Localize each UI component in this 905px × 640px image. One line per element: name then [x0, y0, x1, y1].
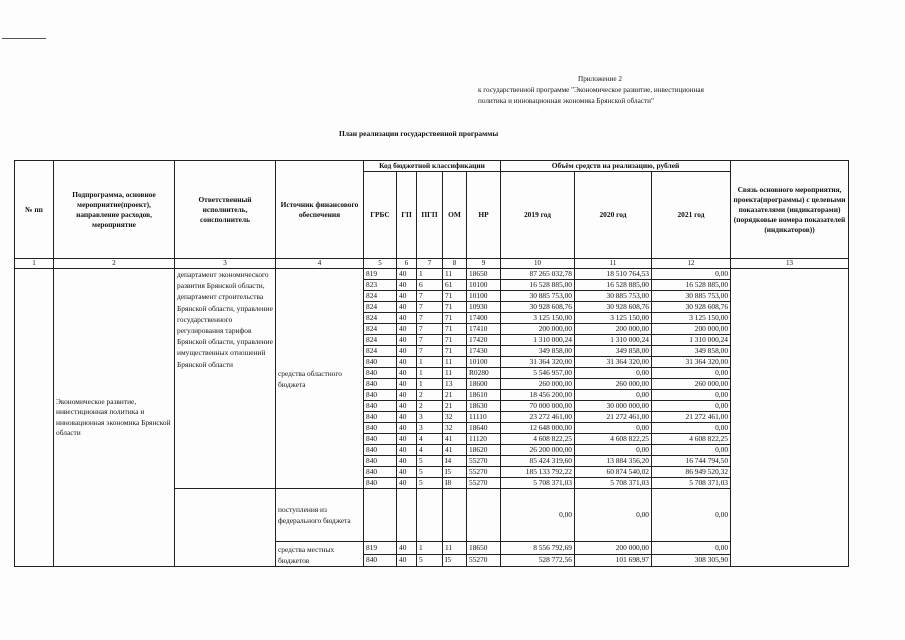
amount-2019-cell: 30 885 753,00 [501, 291, 575, 302]
pgp-cell: 1 [417, 357, 443, 368]
amount-2019-cell: 8 556 792,69 [501, 542, 575, 555]
nr-cell: 11110 [467, 412, 501, 423]
grbs-cell: 840 [364, 412, 397, 423]
appendix-title: Приложение 2 [578, 75, 622, 83]
header-num: № пп [15, 161, 54, 259]
appendix-note [478, 74, 704, 107]
grbs-cell: 840 [364, 357, 397, 368]
amount-2019-cell: 5 708 371,03 [501, 478, 575, 489]
grbs-cell: 840 [364, 445, 397, 456]
grbs-cell: 840 [364, 423, 397, 434]
grbs-cell: 824 [364, 346, 397, 357]
header-2021: 2021 год [652, 172, 731, 259]
gp-cell: 40 [397, 390, 417, 401]
om-cell: 11 [443, 269, 467, 280]
gp-cell: 40 [397, 478, 417, 489]
amount-2021-cell: 0,00 [652, 445, 731, 456]
pgp-cell: 5 [417, 554, 443, 567]
column-number: 4 [276, 259, 364, 269]
executor-cell: департамент экономического развития Брянской области, департамент строительства Брянской области, управление государственного регулирования тарифов Брянской области, управление имущественных отношений Брянской области [175, 269, 276, 489]
amount-2019-cell: 70 000 000,00 [501, 401, 575, 412]
nr-cell: 17420 [467, 335, 501, 346]
om-cell: 13 [443, 379, 467, 390]
amount-2020-cell: 0,00 [575, 390, 652, 401]
pgp-cell: 5 [417, 478, 443, 489]
gp-cell: 40 [397, 280, 417, 291]
pgp-cell: 1 [417, 542, 443, 555]
om-cell: 71 [443, 291, 467, 302]
om-cell: 32 [443, 412, 467, 423]
gp-cell: 40 [397, 302, 417, 313]
page-title: План реализации государственной программы [339, 129, 499, 138]
pgp-cell: 1 [417, 379, 443, 390]
code-cell-empty [397, 489, 417, 542]
pgp-cell: 4 [417, 445, 443, 456]
om-cell: I5 [443, 554, 467, 567]
source-local-cell: средства местных бюджетов [276, 542, 364, 567]
om-cell: 71 [443, 302, 467, 313]
amount-2021-cell: 260 000,00 [652, 379, 731, 390]
pgp-cell: 6 [417, 280, 443, 291]
amount-2021-cell: 0,00 [652, 401, 731, 412]
amount-2019-cell: 0,00 [501, 489, 575, 542]
pgp-cell: 2 [417, 401, 443, 412]
pgp-cell: 3 [417, 412, 443, 423]
code-cell-empty [443, 489, 467, 542]
amount-2021-cell: 4 608 822,25 [652, 434, 731, 445]
column-number: 3 [175, 259, 276, 269]
amount-2020-cell: 0,00 [575, 368, 652, 379]
header-executor: Ответственный исполнитель, соисполнитель [175, 161, 276, 259]
column-number: 12 [652, 259, 731, 269]
gp-cell: 40 [397, 554, 417, 567]
amount-2020-cell: 260 000,00 [575, 379, 652, 390]
amount-2020-cell: 18 510 764,53 [575, 269, 652, 280]
grbs-cell: 823 [364, 280, 397, 291]
nr-cell: 55270 [467, 554, 501, 567]
amount-2019-cell: 12 648 000,00 [501, 423, 575, 434]
amount-2020-cell: 0,00 [575, 423, 652, 434]
amount-2019-cell: 16 528 885,00 [501, 280, 575, 291]
amount-2019-cell: 26 200 000,00 [501, 445, 575, 456]
header-budget-code: Код бюджетной классификации [364, 161, 501, 172]
amount-2021-cell: 0,00 [652, 390, 731, 401]
nr-cell: 10100 [467, 280, 501, 291]
grbs-cell: 819 [364, 269, 397, 280]
amount-2019-cell: 528 772,56 [501, 554, 575, 567]
pgp-cell: 3 [417, 423, 443, 434]
gp-cell: 40 [397, 412, 417, 423]
gp-cell: 40 [397, 423, 417, 434]
column-number: 6 [397, 259, 417, 269]
amount-2021-cell: 5 708 371,03 [652, 478, 731, 489]
amount-2021-cell: 0,00 [652, 489, 731, 542]
nr-cell: 55270 [467, 456, 501, 467]
header-2020: 2020 год [575, 172, 652, 259]
column-number: 5 [364, 259, 397, 269]
program-name-cell: Экономическое развитие, инвестиционная политика и инновационная экономика Брянской области [54, 269, 175, 567]
amount-2020-cell: 3 125 150,00 [575, 313, 652, 324]
nr-cell: 18620 [467, 445, 501, 456]
gp-cell: 40 [397, 324, 417, 335]
amount-2021-cell: 0,00 [652, 542, 731, 555]
pgp-cell: 7 [417, 291, 443, 302]
amount-2021-cell: 0,00 [652, 368, 731, 379]
amount-2021-cell: 16 528 885,00 [652, 280, 731, 291]
column-number: 1 [15, 259, 54, 269]
amount-2019-cell: 349 858,00 [501, 346, 575, 357]
amount-2019-cell: 31 364 320,00 [501, 357, 575, 368]
appendix-line-2: к государственной программе "Экономическое развитие, инвестиционная [478, 86, 704, 94]
grbs-cell: 840 [364, 401, 397, 412]
grbs-cell: 840 [364, 467, 397, 478]
amount-2021-cell: 21 272 461,00 [652, 412, 731, 423]
source-federal-cell: поступления из федерального бюджета [276, 489, 364, 542]
om-cell: 21 [443, 401, 467, 412]
nr-cell: 55270 [467, 478, 501, 489]
gp-cell: 40 [397, 401, 417, 412]
grbs-cell: 824 [364, 335, 397, 346]
header-nr: НР [467, 172, 501, 259]
code-cell-empty [467, 489, 501, 542]
amount-2020-cell: 60 874 540,02 [575, 467, 652, 478]
om-cell: 71 [443, 324, 467, 335]
header-om: ОМ [443, 172, 467, 259]
nr-cell: 18650 [467, 542, 501, 555]
amount-2020-cell: 5 708 371,03 [575, 478, 652, 489]
nr-cell: 18650 [467, 269, 501, 280]
amount-2020-cell: 1 310 000,24 [575, 335, 652, 346]
pgp-cell: 7 [417, 324, 443, 335]
gp-cell: 40 [397, 357, 417, 368]
header-gp: ГП [397, 172, 417, 259]
nr-cell: 10930 [467, 302, 501, 313]
amount-2021-cell: 308 305,90 [652, 554, 731, 567]
amount-2019-cell: 3 125 150,00 [501, 313, 575, 324]
gp-cell: 40 [397, 291, 417, 302]
header-link: Связь основного мероприятия, проекта(программы) с целевыми показателями (индикаторами) (порядковые номера показателей (индикаторов)) [731, 161, 849, 259]
code-cell-empty [364, 489, 397, 542]
nr-cell: 10100 [467, 291, 501, 302]
amount-2020-cell: 30 000 000,00 [575, 401, 652, 412]
amount-2021-cell: 30 928 608,76 [652, 302, 731, 313]
nr-cell: 17410 [467, 324, 501, 335]
header-grbs: ГРБС [364, 172, 397, 259]
source-regional-cell: средства областного бюджета [276, 269, 364, 489]
amount-2021-cell: 86 949 520,32 [652, 467, 731, 478]
amount-2020-cell: 0,00 [575, 445, 652, 456]
pgp-cell: 7 [417, 313, 443, 324]
amount-2019-cell: 30 928 608,76 [501, 302, 575, 313]
scan-mark [2, 38, 46, 39]
gp-cell: 40 [397, 346, 417, 357]
amount-2019-cell: 23 272 461,00 [501, 412, 575, 423]
amount-2021-cell: 0,00 [652, 423, 731, 434]
plan-body [15, 269, 849, 567]
om-cell: 11 [443, 357, 467, 368]
om-cell: 71 [443, 335, 467, 346]
pgp-cell: 4 [417, 434, 443, 445]
amount-2020-cell: 31 364 320,00 [575, 357, 652, 368]
pgp-cell: 7 [417, 346, 443, 357]
nr-cell: 18630 [467, 401, 501, 412]
header-source: Источник финансового обеспечения [276, 161, 364, 259]
om-cell: 71 [443, 313, 467, 324]
amount-2020-cell: 101 698,97 [575, 554, 652, 567]
om-cell: 11 [443, 368, 467, 379]
code-cell-empty [417, 489, 443, 542]
grbs-cell: 840 [364, 478, 397, 489]
pgp-cell: 1 [417, 368, 443, 379]
column-number: 10 [501, 259, 575, 269]
nr-cell: R0280 [467, 368, 501, 379]
column-number: 7 [417, 259, 443, 269]
link-cell [731, 269, 849, 567]
gp-cell: 40 [397, 434, 417, 445]
grbs-cell: 840 [364, 554, 397, 567]
grbs-cell: 840 [364, 456, 397, 467]
gp-cell: 40 [397, 379, 417, 390]
nr-cell: 18610 [467, 390, 501, 401]
grbs-cell: 840 [364, 368, 397, 379]
gp-cell: 40 [397, 456, 417, 467]
amount-2019-cell: 18 456 200,00 [501, 390, 575, 401]
pgp-cell: 7 [417, 335, 443, 346]
gp-cell: 40 [397, 269, 417, 280]
om-cell: 71 [443, 346, 467, 357]
amount-2019-cell: 5 546 957,00 [501, 368, 575, 379]
grbs-cell: 840 [364, 379, 397, 390]
gp-cell: 40 [397, 368, 417, 379]
om-cell: 11 [443, 542, 467, 555]
amount-2021-cell: 31 364 320,00 [652, 357, 731, 368]
grbs-cell: 824 [364, 302, 397, 313]
om-cell: I4 [443, 456, 467, 467]
gp-cell: 40 [397, 335, 417, 346]
pgp-cell: 1 [417, 269, 443, 280]
grbs-cell: 824 [364, 313, 397, 324]
amount-2020-cell: 4 608 822,25 [575, 434, 652, 445]
om-cell: I5 [443, 467, 467, 478]
column-number: 9 [467, 259, 501, 269]
amount-2019-cell: 1 310 000,24 [501, 335, 575, 346]
grbs-cell: 824 [364, 324, 397, 335]
om-cell: 41 [443, 445, 467, 456]
column-number: 11 [575, 259, 652, 269]
om-cell: 41 [443, 434, 467, 445]
om-cell: 32 [443, 423, 467, 434]
gp-cell: 40 [397, 445, 417, 456]
column-number-row [15, 259, 849, 269]
grbs-cell: 824 [364, 291, 397, 302]
amount-2019-cell: 87 265 032,78 [501, 269, 575, 280]
om-cell: I8 [443, 478, 467, 489]
grbs-cell: 840 [364, 390, 397, 401]
om-cell: 21 [443, 390, 467, 401]
amount-2021-cell: 349 858,00 [652, 346, 731, 357]
column-number: 13 [731, 259, 849, 269]
column-number: 8 [443, 259, 467, 269]
nr-cell: 17400 [467, 313, 501, 324]
amount-2020-cell: 349 858,00 [575, 346, 652, 357]
amount-2021-cell: 0,00 [652, 269, 731, 280]
header-volume: Объём средств на реализацию, рублей [501, 161, 731, 172]
nr-cell: 18600 [467, 379, 501, 390]
pgp-cell: 5 [417, 456, 443, 467]
amount-2020-cell: 30 885 753,00 [575, 291, 652, 302]
nr-cell: 17430 [467, 346, 501, 357]
amount-2020-cell: 0,00 [575, 489, 652, 542]
amount-2019-cell: 260 000,00 [501, 379, 575, 390]
gp-cell: 40 [397, 313, 417, 324]
amount-2020-cell: 200 000,00 [575, 324, 652, 335]
header-pgp: ПГП [417, 172, 443, 259]
amount-2020-cell: 200 000,00 [575, 542, 652, 555]
pgp-cell: 5 [417, 467, 443, 478]
table-row [15, 269, 849, 280]
grbs-cell: 819 [364, 542, 397, 555]
amount-2021-cell: 16 744 794,50 [652, 456, 731, 467]
pgp-cell: 2 [417, 390, 443, 401]
nr-cell: 55270 [467, 467, 501, 478]
column-number: 2 [54, 259, 175, 269]
appendix-line-3: политика и инновационная экономика Брянской области" [478, 97, 654, 105]
header-program: Подпрограмма, основное мероприятие(проект), направление расходов, мероприятие [54, 161, 175, 259]
amount-2019-cell: 4 608 822,25 [501, 434, 575, 445]
nr-cell: 18640 [467, 423, 501, 434]
amount-2020-cell: 21 272 461,00 [575, 412, 652, 423]
executor-cell-empty [175, 489, 276, 567]
grbs-cell: 840 [364, 434, 397, 445]
gp-cell: 40 [397, 467, 417, 478]
plan-table [14, 160, 849, 567]
amount-2020-cell: 30 928 608,76 [575, 302, 652, 313]
amount-2021-cell: 200 000,00 [652, 324, 731, 335]
gp-cell: 40 [397, 542, 417, 555]
nr-cell: 10100 [467, 357, 501, 368]
amount-2020-cell: 16 528 885,00 [575, 280, 652, 291]
nr-cell: 11120 [467, 434, 501, 445]
amount-2019-cell: 200 000,00 [501, 324, 575, 335]
row-number-cell [15, 269, 54, 567]
amount-2021-cell: 1 310 000,24 [652, 335, 731, 346]
header-2019: 2019 год [501, 172, 575, 259]
pgp-cell: 7 [417, 302, 443, 313]
amount-2020-cell: 13 884 356,20 [575, 456, 652, 467]
amount-2021-cell: 3 125 150,00 [652, 313, 731, 324]
amount-2019-cell: 85 424 319,60 [501, 456, 575, 467]
amount-2019-cell: 185 133 792,22 [501, 467, 575, 478]
amount-2021-cell: 30 885 753,00 [652, 291, 731, 302]
om-cell: 61 [443, 280, 467, 291]
